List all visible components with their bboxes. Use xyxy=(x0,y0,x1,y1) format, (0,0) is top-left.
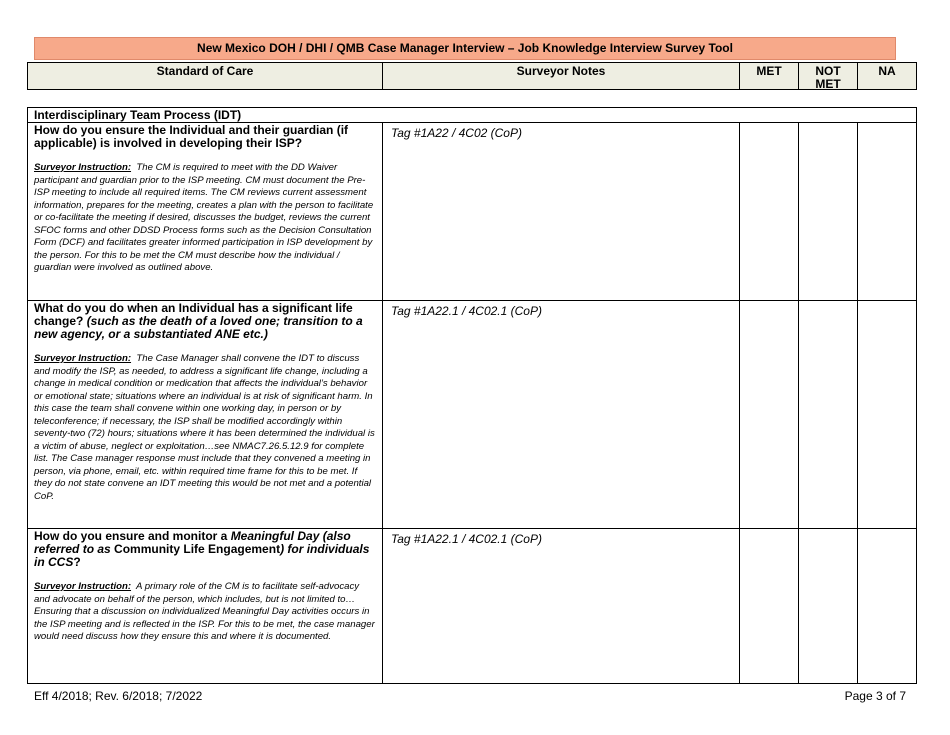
footer-page-number: Page 3 of 7 xyxy=(844,689,906,703)
column-header-not-met-line2: MET xyxy=(815,77,841,91)
notes-cell-3[interactable] xyxy=(382,528,740,684)
surveyor-instruction-3 xyxy=(34,581,376,644)
standard-cell-3 xyxy=(27,528,383,684)
instruction-text-2: The Case Manager shall convene the IDT to discuss and modify the ISP, as needed, to address a significant life change, including a change in medical condition or medication that affects the individual’s behavior or emotional state; situations where an individual is at risk of significant harm. In this case the team shall convene within one working day, in person or by teleconference; if necessary, the ISP shall be modified accordingly within seventy-two (72) hours; situations where it has been determined the individual is a victim of abuse, neglect or exploitation…see NMAC7.26.5.12.9 for complete list. The Case manager response must include that they convened a meeting in person, via phone, email, etc. within required time frame for this to be met. If they do not state convene an IDT meeting this would be not met and a potential CoP. xyxy=(34,353,375,502)
instruction-text-3: A primary role of the CM is to facilitate self-advocacy and advocate on behalf of the person, which includes, but is not limited to… Ensuring that a discussion on individualized Meaningful Day activities occurs in the ISP meeting and is reflected in the ISP. For this to be met, the case manager would need discuss how they ensure this and where it is documented. xyxy=(34,581,375,642)
tag-1: Tag #1A22 / 4C02 (CoP) xyxy=(391,126,522,140)
column-header-notes: Surveyor Notes xyxy=(382,62,740,90)
tag-2: Tag #1A22.1 / 4C02.1 (CoP) xyxy=(391,304,542,318)
document-title: New Mexico DOH / DHI / QMB Case Manager Interview – Job Knowledge Interview Survey Tool xyxy=(34,37,896,60)
standard-cell-2 xyxy=(27,300,383,529)
instruction-label-2: Surveyor Instruction: xyxy=(34,353,132,364)
notes-cell-2[interactable] xyxy=(382,300,740,529)
na-cell-2[interactable] xyxy=(857,300,917,529)
column-header-not-met xyxy=(798,62,858,90)
question-3-part-d: ) for individuals in CCS xyxy=(34,542,370,569)
question-3-part-a: How do you ensure and monitor a xyxy=(34,529,231,543)
instruction-text-1: The CM is required to meet with the DD Waiver participant and guardian prior to the ISP meeting. CM must document the Pre-ISP meeting to include all required items. The CM reviews current assessment information, prepares for the meeting, creates a plan with the person to facilitate or co-facilitate the meeting if desired, discusses the budget, reviews the current SFOC forms and other DDSD Process forms such as the Decision Consultation Form (DCF) and facilitates greater informed participation in ISP development by the person. For this to be met the CM must describe how the individual / guardian were involved as outlined above. xyxy=(34,162,374,273)
column-header-met: MET xyxy=(739,62,799,90)
na-cell-3[interactable] xyxy=(857,528,917,684)
column-header-na: NA xyxy=(857,62,917,90)
instruction-label-3: Surveyor Instruction: xyxy=(34,581,132,592)
standard-cell-1 xyxy=(27,122,383,301)
surveyor-instruction-2 xyxy=(34,353,376,503)
met-cell-3[interactable] xyxy=(739,528,799,684)
met-cell-2[interactable] xyxy=(739,300,799,529)
section-header: Interdisciplinary Team Process (IDT) xyxy=(27,107,917,123)
question-3-part-b: Meaningful Day (also referred to as xyxy=(34,529,351,556)
not-met-cell-3[interactable] xyxy=(798,528,858,684)
question-3-part-e: ? xyxy=(73,555,81,569)
column-header-not-met-line1: NOT xyxy=(815,64,841,78)
question-2-main: What do you do when an Individual has a significant life change? xyxy=(34,301,353,328)
column-header-standard: Standard of Care xyxy=(27,62,383,90)
not-met-cell-2[interactable] xyxy=(798,300,858,529)
surveyor-instruction-1 xyxy=(34,162,376,275)
question-2-examples: (such as the death of a loved one; transition to a new agency, or a substantiated ANE etc.) xyxy=(34,314,363,341)
notes-cell-1[interactable] xyxy=(382,122,740,301)
question-1: How do you ensure the Individual and their guardian (if applicable) is involved in developing their ISP? xyxy=(34,123,349,150)
tag-3: Tag #1A22.1 / 4C02.1 (CoP) xyxy=(391,532,542,546)
footer-revision: Eff 4/2018; Rev. 6/2018; 7/2022 xyxy=(34,689,203,703)
question-3 xyxy=(34,530,376,569)
not-met-cell-1[interactable] xyxy=(798,122,858,301)
question-3-part-c: Community Life Engagement xyxy=(114,542,281,556)
met-cell-1[interactable] xyxy=(739,122,799,301)
na-cell-1[interactable] xyxy=(857,122,917,301)
instruction-label-1: Surveyor Instruction: xyxy=(34,162,132,173)
question-2 xyxy=(34,302,376,341)
